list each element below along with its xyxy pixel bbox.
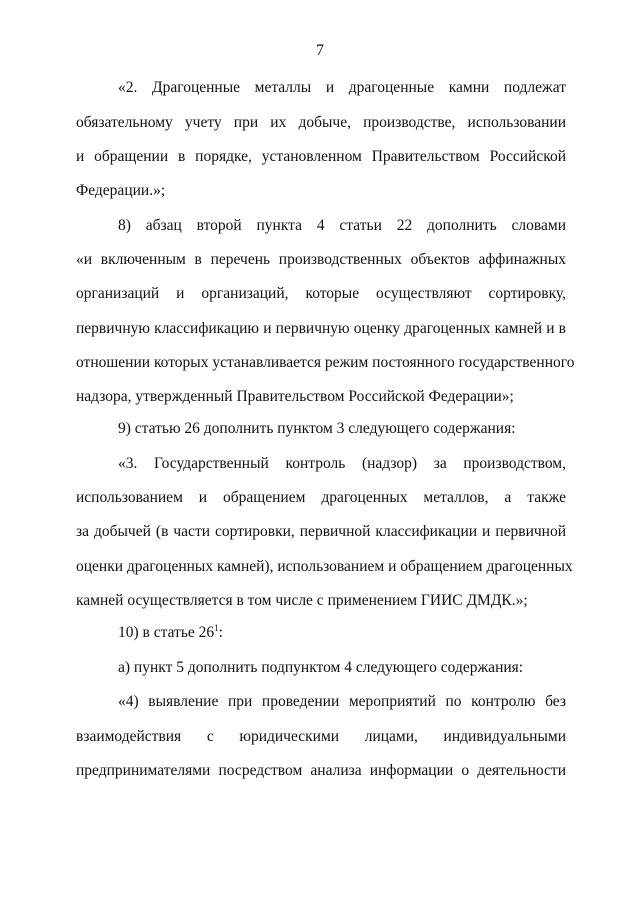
text-line: «4) выявление при проведении мероприятий по контролю без (118, 693, 566, 710)
text-line: «и включенным в перечень производственных объектов аффинажных (76, 251, 566, 268)
text-line: и обращении в порядке, установленном Правительством Российской (76, 148, 566, 165)
text-line: организаций и организаций, которые осуществляют сортировку, (76, 285, 566, 302)
text-line: а) пункт 5 дополнить подпунктом 4 следующего содержания: (118, 659, 524, 676)
text-line: обязательному учету при их добыче, производстве, использовании (76, 114, 566, 131)
text-line: взаимодействия с юридическими лицами, индивидуальными (76, 728, 566, 745)
text-line: камней осуществляется в том числе с применением ГИИС ДМДК.»; (76, 592, 528, 609)
text-line: Федерации.»; (76, 182, 166, 199)
text-line: отношении которых устанавливается режим постоянного государственного (76, 354, 575, 371)
text-line: оценки драгоценных камней), использованием и обращением драгоценных (76, 558, 573, 575)
article-text: 10) в статье 26 (118, 624, 215, 641)
text-line: использованием и обращением драгоценных металлов, а также (76, 489, 566, 506)
page-number: 7 (316, 42, 324, 59)
text-line: «2. Драгоценные металлы и драгоценные камни подлежат (118, 79, 566, 96)
text-line: надзора, утвержденный Правительством Российской Федерации»; (76, 388, 514, 405)
text-line: «3. Государственный контроль (надзор) за производством, (118, 455, 566, 472)
text-line: 9) статью 26 дополнить пунктом 3 следующего содержания: (118, 420, 516, 437)
text-line: предпринимателями посредством анализа информации о деятельности (76, 762, 566, 779)
article-superscript: 1 (214, 623, 219, 633)
text-line: первичную классификацию и первичную оценку драгоценных камней и в (76, 320, 566, 337)
text-line: 8) абзац второй пункта 4 статьи 22 дополнить словами (118, 217, 566, 234)
text-line: за добычей (в части сортировки, первичной классификации и первичной (76, 523, 566, 540)
text-line-article (118, 623, 566, 643)
article-colon: : (218, 624, 223, 641)
